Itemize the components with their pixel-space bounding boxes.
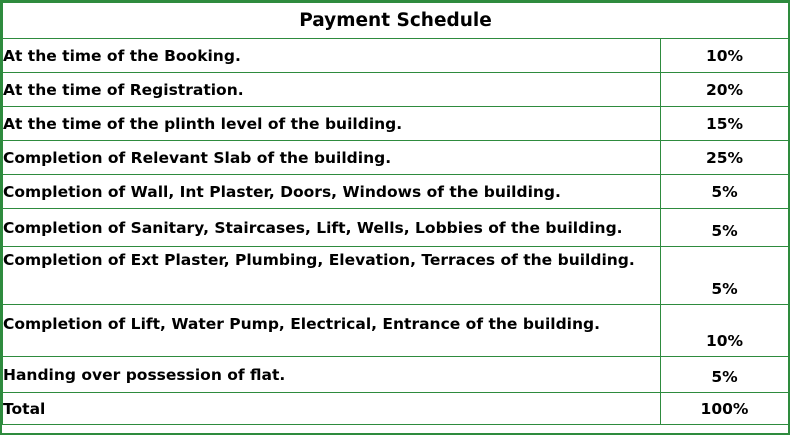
stage-cell: Completion of Wall, Int Plaster, Doors, Windows of the building. bbox=[3, 175, 661, 209]
payment-schedule-table bbox=[2, 2, 789, 425]
table-row bbox=[3, 39, 789, 73]
percent-cell: 20% bbox=[661, 73, 789, 107]
stage-cell: At the time of the Booking. bbox=[3, 39, 661, 73]
percent-cell: 5% bbox=[661, 175, 789, 209]
stage-cell: Completion of Relevant Slab of the building. bbox=[3, 141, 661, 175]
percent-cell: 10% bbox=[661, 39, 789, 73]
percent-cell: 5% bbox=[661, 209, 789, 247]
total-row bbox=[3, 393, 789, 425]
total-percent: 100% bbox=[661, 393, 789, 425]
table-title: Payment Schedule bbox=[3, 3, 789, 39]
stage-cell: Completion of Lift, Water Pump, Electrical, Entrance of the building. bbox=[3, 305, 661, 357]
stage-cell: Completion of Ext Plaster, Plumbing, Elevation, Terraces of the building. bbox=[3, 247, 661, 305]
table-title-row bbox=[3, 3, 789, 39]
table-row bbox=[3, 209, 789, 247]
table-row bbox=[3, 141, 789, 175]
table-row bbox=[3, 73, 789, 107]
total-label: Total bbox=[3, 393, 661, 425]
table-row bbox=[3, 247, 789, 305]
stage-cell: Completion of Sanitary, Staircases, Lift, Wells, Lobbies of the building. bbox=[3, 209, 661, 247]
stage-cell: At the time of the plinth level of the building. bbox=[3, 107, 661, 141]
percent-cell: 25% bbox=[661, 141, 789, 175]
table-row bbox=[3, 175, 789, 209]
percent-cell: 10% bbox=[661, 305, 789, 357]
table-row bbox=[3, 107, 789, 141]
percent-cell: 5% bbox=[661, 357, 789, 393]
table-row bbox=[3, 357, 789, 393]
stage-cell: Handing over possession of flat. bbox=[3, 357, 661, 393]
table-row bbox=[3, 305, 789, 357]
percent-cell: 5% bbox=[661, 247, 789, 305]
percent-cell: 15% bbox=[661, 107, 789, 141]
stage-cell: At the time of Registration. bbox=[3, 73, 661, 107]
